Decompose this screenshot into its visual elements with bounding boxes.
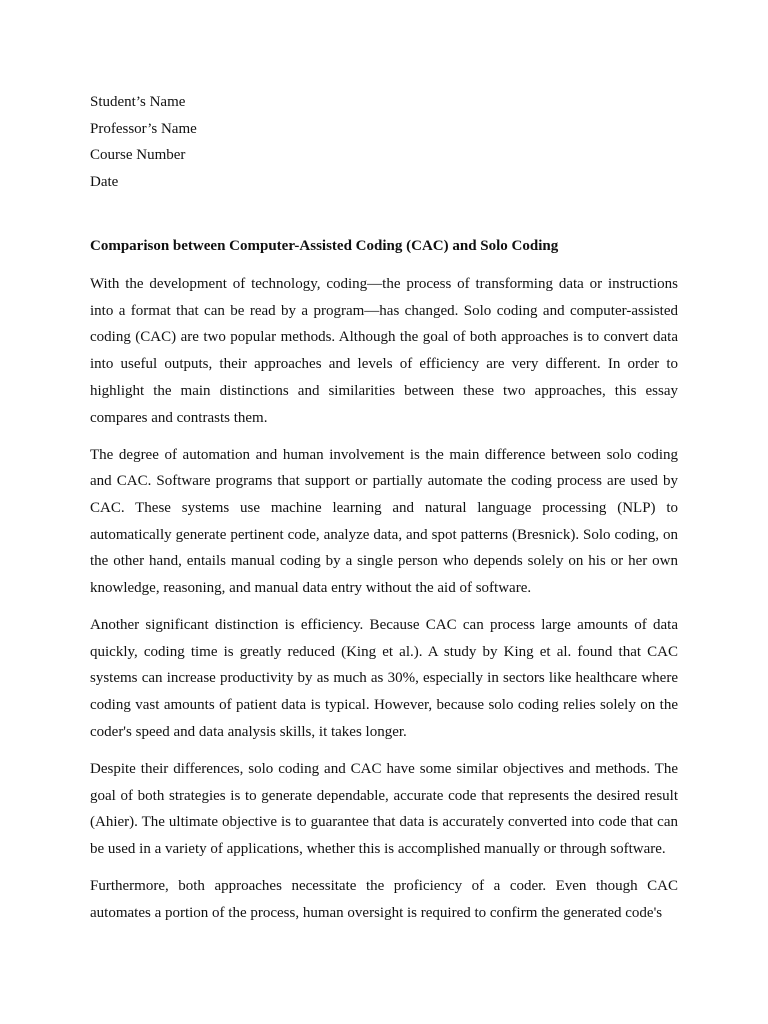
date: Date	[90, 174, 119, 191]
paragraph-1: With the development of technology, coding—the process of transforming data or instructions into a format that can be read by a program—has changed. Solo coding and computer-assisted coding (CAC) are two popular methods. Although the goal of both approaches is to convert data into useful outputs, their approaches and levels of efficiency are very different. In order to highlight the main distinctions and similarities between these two approaches, this essay compares and contrasts them.	[90, 276, 678, 426]
professor-name: Professor’s Name	[90, 120, 197, 137]
paragraph-2: The degree of automation and human involvement is the main difference between solo coding and CAC. Software programs that support or partially automate the coding process are used by CAC. These systems use machine learning and natural language processing (NLP) to automatically generate pertinent code, analyze data, and spot patterns (Bresnick). Solo coding, on the other hand, entails manual coding by a single person who depends solely on his or her own knowledge, reasoning, and manual data entry without the aid of software.	[90, 446, 678, 597]
paragraph-5: Furthermore, both approaches necessitate the proficiency of a coder. Even though CAC automates a portion of the process, human oversight is required to confirm the generated code's	[90, 877, 678, 921]
header-block	[90, 89, 678, 196]
student-name: Student’s Name	[90, 94, 186, 110]
essay-body	[90, 271, 678, 937]
course-number: Course Number	[90, 147, 186, 164]
paragraph-3: Another significant distinction is efficiency. Because CAC can process large amounts of data quickly, coding time is greatly reduced (King et al.). A study by King et al. found that CAC systems can increase productivity by as much as 30%, especially in sectors like healthcare where coding vast amounts of patient data is typical. However, because solo coding relies solely on the coder's speed and data analysis skills, it takes longer.	[90, 617, 678, 740]
essay-title: Comparison between Computer-Assisted Coding (CAC) and Solo Coding	[90, 238, 559, 254]
paragraph-4: Despite their differences, solo coding and CAC have some similar objectives and methods. The goal of both strategies is to generate dependable, accurate code that represents the desired result (Ahier). The ultimate objective is to guarantee that data is accurately converted into code that can be used in a variety of applications, whether this is accomplished manually or through software.	[90, 760, 678, 857]
